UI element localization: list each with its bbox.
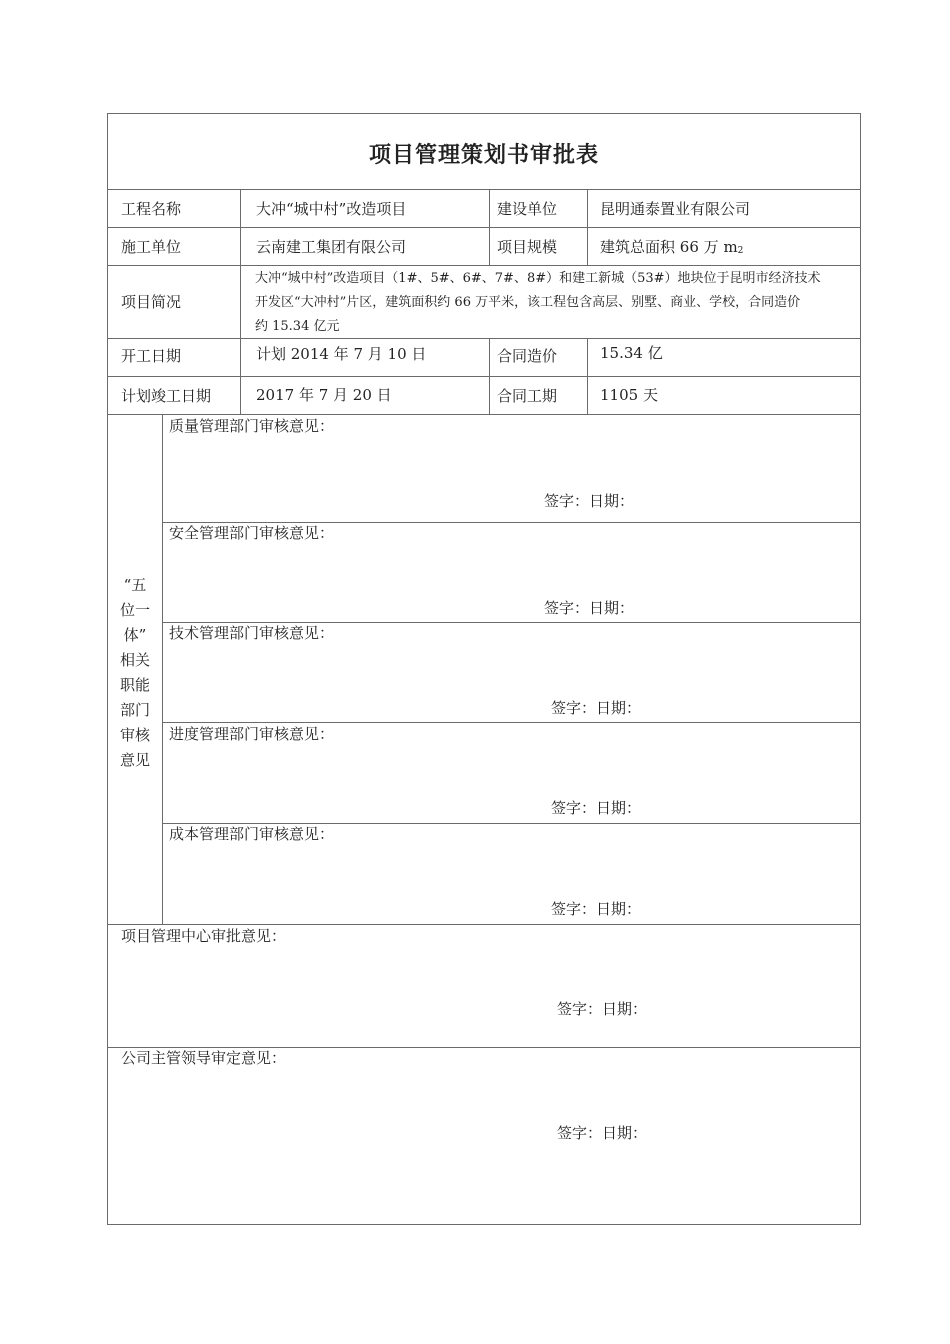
technical-review-sign: 签字：日期： — [551, 699, 642, 717]
col-divider — [240, 338, 241, 414]
row-divider — [107, 189, 861, 190]
contractor-value: 云南建工集团有限公司 — [256, 238, 407, 256]
overview-line: 开发区“大冲村”片区，建筑面积约 66 万平米，该工程包含高层、别墅、商业、学校，合同造价 — [255, 295, 801, 310]
builder-value: 昆明通泰置业有限公司 — [600, 200, 751, 218]
center-approval-sign: 签字：日期： — [557, 1000, 648, 1018]
side-label-line: “五 — [123, 576, 147, 594]
col-divider — [162, 414, 163, 924]
five-in-one-label — [108, 573, 162, 773]
col-divider — [489, 189, 490, 265]
safety-review-label: 安全管理部门审核意见： — [169, 524, 335, 542]
scale-unit: 万 m — [703, 238, 738, 256]
contractor-label: 施工单位 — [121, 238, 182, 256]
schedule-review-label: 进度管理部门审核意见： — [169, 725, 335, 743]
quality-review-sign: 签字：日期： — [544, 492, 635, 510]
side-label-line: 部门 — [119, 701, 150, 719]
leader-approval-sign: 签字：日期： — [557, 1124, 648, 1142]
cost-review-label: 成本管理部门审核意见： — [169, 825, 335, 843]
scale-value — [600, 237, 743, 261]
row-divider — [107, 924, 861, 925]
page-title: 项目管理策划书审批表 — [368, 143, 599, 168]
scale-unit-sup: 2 — [737, 246, 744, 256]
col-divider — [587, 189, 588, 265]
contract-price-label: 合同造价 — [497, 347, 558, 365]
planned-end-label: 计划竣工日期 — [121, 387, 212, 405]
contract-period-label: 合同工期 — [497, 387, 558, 405]
builder-label: 建设单位 — [497, 200, 558, 218]
start-date-value: 计划 2014 年 7 月 10 日 — [256, 345, 427, 363]
overview-text — [255, 267, 855, 339]
side-label-line: 相关 — [119, 651, 150, 669]
leader-approval-label: 公司主管领导审定意见： — [121, 1049, 287, 1067]
quality-review-label: 质量管理部门审核意见： — [169, 417, 335, 435]
row-divider — [107, 265, 861, 266]
side-label-line: 审核 — [119, 726, 150, 744]
technical-review-label: 技术管理部门审核意见： — [169, 624, 335, 642]
planned-end-value: 2017 年 7 月 20 日 — [256, 386, 392, 404]
scale-label: 项目规模 — [497, 238, 558, 256]
project-name-label: 工程名称 — [121, 200, 182, 218]
col-divider — [587, 338, 588, 414]
side-label-line: 位一 — [119, 601, 150, 619]
safety-review-sign: 签字：日期： — [544, 599, 635, 617]
col-divider — [240, 265, 241, 338]
overview-label: 项目简况 — [121, 293, 182, 311]
row-divider — [107, 414, 861, 415]
schedule-review-sign: 签字：日期： — [551, 799, 642, 817]
overview-line: 约 15.34 亿元 — [255, 319, 340, 334]
review-divider — [162, 722, 861, 723]
col-divider — [240, 189, 241, 265]
overview-line: 大冲“城中村”改造项目（1#、5#、6#、7#、8#）和建工新城（53#）地块位于昆明市经济技术 — [255, 271, 821, 286]
side-label-line: 体” — [123, 626, 147, 644]
row-divider — [107, 376, 861, 377]
row-divider — [107, 227, 861, 228]
start-date-label: 开工日期 — [121, 347, 182, 365]
contract-period-value: 1105 天 — [600, 386, 658, 404]
col-divider — [489, 338, 490, 414]
project-name-value: 大冲“城中村”改造项目 — [256, 200, 407, 218]
scale-prefix: 建筑总面积 — [600, 238, 676, 256]
center-approval-label: 项目管理中心审批意见： — [121, 927, 287, 945]
side-label-line: 职能 — [119, 676, 150, 694]
scale-number: 66 — [679, 238, 699, 256]
cost-review-sign: 签字：日期： — [551, 900, 642, 918]
contract-price-value: 15.34 亿 — [600, 344, 663, 362]
side-label-line: 意见 — [119, 751, 150, 769]
